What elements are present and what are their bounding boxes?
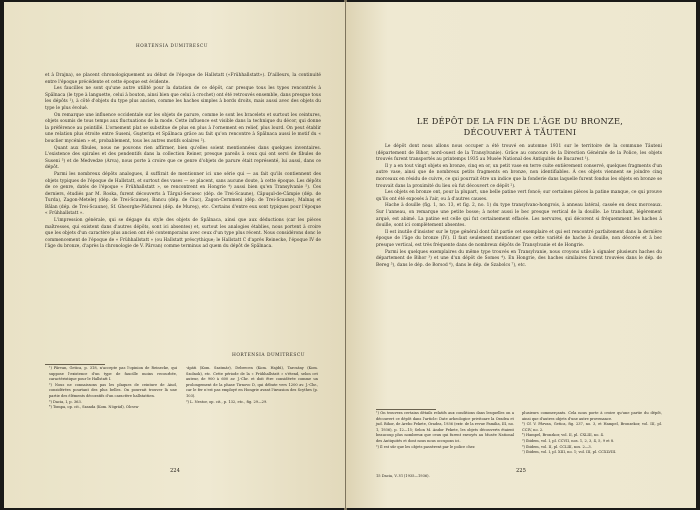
footnote-rule [45, 364, 105, 365]
author-signature: HORTENSIA DUMITRESCU [232, 353, 305, 358]
left-footnotes-col1 [49, 366, 177, 411]
title-line-2: DÉCOUVERT À TĂUTENI [463, 127, 577, 137]
footnote: ⁵) Ibidem, vol. I, pl. CCVII, nos. 1, 2, 3, 4, 5, 9 et 8. [522, 438, 615, 443]
left-footnotes-col2 [186, 366, 318, 405]
footnote: ¹) Pârvan, Getica, p. 318, n'accepte pas l'opinion de Reinecke, qui suppose l'existence d'un type de faucille moins recourbée, caractéristique pour le Hallstatt I. [49, 366, 177, 382]
footnote: ⁵) L. Nestor, op. cit., p. 132, etc., fig. 29—29. [186, 399, 268, 404]
footnote: ⁶) Ibidem, vol. II, pl. CCLIII, nos. 2—3. [522, 444, 592, 449]
footnote: ⁷) Ibidem, vol. I, pl. XIII, no. 1; vol. III, pl. CCXLVIII. [522, 450, 617, 455]
page-number: 225 [516, 468, 526, 474]
left-body-text [45, 73, 321, 251]
title-line-1: LE DÉPÔT DE LA FIN DE L'ÂGE DU BRONZE, [416, 116, 624, 126]
footnote-rule [376, 409, 436, 410]
paragraph: Il est inutile d'insister sur le type général dont fait partie cet exemplaire et qui est rencontré parfaitement dans la dernière époque de l'âge du bronze (IV). Il faut seulement mentionner que cette variété de hache à douille, non décorée et à bec presque vertical, est très fréquente dans de nombreux dépôts de Transylvanie et de Hongrie. [376, 229, 662, 248]
paragraph: L'impression générale, qui se dégage du style des objets de Spălnaca, ainsi que aux déductions (car les pièces maîtresses, qui existent dans d'autres dépôts, sont ici absentes) et, surtout les analogies établies, nous portent à croire que les objets d'un caractère plus ancien ont été contemporains avec ceux d'un type plus récent. Nous considérons donc le commencement de l'époque de « Frühhallstatt » (ou Hallstatt préscythique; le Hallstatt C d'après Reinecke, l'époque IV de l'âge du bronze, d'après la chronologie de V. Pârvan) comme terminus ad quem du dépôt de Spălnaca. [45, 218, 321, 250]
left-page [4, 2, 345, 508]
footnote: ²) Nous ne connaissons pas les plaques de ceinture de Aiud, considérées pourtant des plus belles. On pourrait trouver là une partie des éléments décoratifs d'un caractère hallstattien. [49, 382, 177, 398]
footnote: ⁴) Hampel, Bronzkor, vol. II, pl. CXLIII, no. 4. [522, 433, 605, 438]
right-footnotes-col1 [376, 411, 514, 450]
paragraph: Quant aux fibules, nous ne pouvons rien affirmer, bien qu'elles soient mentionnées dans quelques inventaires. L'existence des spirales et des pendentifs dans la collection Reiner, presque pareils à ceux qui ont servi de fibules de Suseni ³) et de Medvedze (Arva), nous porte à croire que ce genre d'objets de parure était représenté, lui aussi, dans ce dépôt. [45, 145, 321, 171]
footnote: ²) Il est sûr que les objets passèrent par le police chez [376, 444, 475, 449]
footnote: ³) Cf. V. Pârvan, Getica, fig. 237, no. 3, et Hampel, Bronzekor, vol. III, pl. CCIV, no. 2. [522, 422, 662, 432]
running-head: HORTENSIA DUMITRESCU [136, 43, 208, 48]
paragraph: Les objets en bronze ont, pour la plupart, une belle patine vert foncé; sur certaines pièces la patine manque, ce qui prouve qu'ils ont été exposés à l'air, ou à d'autres causes. [376, 190, 662, 202]
footnote: ³) Dacia, I, p. 363. [49, 399, 82, 404]
paragraph: Parmi les quelques exemplaires du même type trouvés en Transylvanie, nous croyons utile à signaler plusieurs haches du département de Bihor ³) et une d'un dépôt de Somes ⁴). En Hongrie, des haches similaires furent trouvées dans le dép. de Bereg ⁵), dans le dép. de Borsod ⁶), dans le dép. de Szabolcs ⁷), etc. [376, 249, 662, 268]
paragraph: Les faucilles ne sont qu'une autre utilité pour la datation de ce dépôt, car presque tous les types rencontrés à Spălnaca (le type à languette, celui à bouton, ainsi bien que celui à crochet) ont été retrouvés ensemble, dans presque tous les dépôts ¹), à côté d'objets du type plus ancien, comme les haches simples à bords droits, mais aussi avec des objets du type le plus évolué. [45, 86, 321, 111]
right-footnotes-col2 [522, 411, 662, 456]
paragraph: Il y a en tout vingt objets en bronze, cinq en or, un petit vase en terre cuite entièrement conservé, quelques fragments d'un autre vase, ainsi que de nombreux petits fragments en bronze, non identifiables. À ces objets viennent se joindre cinq morceaux en résidu de cuivre, ce qui pourrait être un indice que la fonderie dans laquelle furent fondus les objets en bronze se trouvait dans la proximité du lieu où fut découvert ce dépôt ²). [376, 163, 662, 189]
footnote: plusieurs commerçants. Cela nous porte à croire qu'une partie du dépôt, ainsi que d'autres objets d'une autre provenance. [522, 411, 662, 421]
paragraph: Hache à douille (fig. 1, no. 13, et fig. 2, no. 1) du type transylvano-hongrois, à anneau latéral, cassée en deux morceaux. Sur l'anneau, on remarque une petite bosse; à noter aussi le bec presque vertical de la douille. Le tranchant, légèrement arqué, est abimé. La patine est celle qui fut certainement effacée. Les nervures, qui décorent si fréquemment les haches à douille, sont ici complètement absentes. [376, 203, 662, 229]
paragraph: Le dépôt dont nous allons nous occuper a été trouvé en automne 1931 sur le territoire de la commune Tăuteni (département de Bihor, nord-ouest de la Transylvanie). Grâce au concours de la Direction Générale de la Police, les objets trouvés furent transportés au printemps 1935 au Musée National des Antiquités de Bucarest ¹). [376, 144, 662, 163]
right-body-text [376, 144, 662, 269]
right-page [346, 2, 696, 508]
footnote: -ápáti (Kom. Szatmár), Debrecen (Kom. Hajdú), Tarcsány (Kom. Szolnok), etc. Cette période de la « Frühhallstatt » s'étend, selon cet auteur, de 900 à 600 av. J.-Chr. et doit être considérée comme un prolongement de la phase Tirnovo D, qui débute vers 1200 av. J.-Chr., car le fer n'est pas employé en Hongrie avant l'invasion des Scythes (p. 103). [186, 366, 318, 398]
paragraph: On remarque une influence occidentale sur les objets de parure, comme le sont les bracelets et surtout les ceintures, objets soumis de tous temps aux fluctuations de la mode. Cette influence est visible dans la technique du décor, qui donne la préférence au pointillé. L'ornement plat se substitue de plus en plus à l'ornement en relief, plus lourd. On peut établir une relation plus étroite entre Suseni, Guşteriţa et Spălnaca grâce au fait qu'on rencontre à Spălnaca aussi le motif du « bouclier mycénien » et, probablement, tous les autres motifs solaires ²). [45, 112, 321, 144]
paragraph: et à Drajna), se placent chronologiquement au début de l'époque de Hallstatt («Frühhallstatt»). D'ailleurs, la continuité entre l'époque précédente et cette époque est évidente. [45, 73, 321, 85]
footnote: ⁴) Tompa, op. cit., Szanda (Kom. Nógrád), Olcsva- [49, 405, 140, 410]
article-title [370, 116, 670, 138]
sheet-signature: 15 Dacia, V–VI (1935—1936). [376, 474, 430, 478]
footnote: ¹) On trouvera certains détails relatifs aux conditions dans lesquelles on a découvert ce dépôt dans l'article: Date arheologice privitoare la Oradea et jud. Bihor, de Arebo Fekete, Oradea, 1936 (extr. de la revue Familia, III, no. 1, 1936), p. 12—15; Selon M. Andor Fekete, les objets découverts étaient beaucoup plus nombreux que ceux qui furent envoyés au Musée National des Antiquités et dont nous nous occupons ici. [376, 411, 514, 443]
paragraph: Parmi les nombreux dépôts analogues, il suffirait de mentionner ici une série qui — au fait qu'ils contiennent des objets typiques de l'époque de Hallstatt, et surtout des vases — se placent, sans aucune doute, à cette époque. Les dépôts de ce genre, datés de l'époque « Frühhallstatt », se rencontrent en Hongrie ⁴) aussi bien qu'en Transylvanie ⁵). Ces derniers, étudiés par M. Roska, furent découverts à Tărgul-Secuesc (dép. de Trei-Scaune), Căpuşul-de-Câmpie (dép. de Turda), Zagon-Meteleţ (dép. de Trei-Scaune), Bancu (dép. de Ciuc), Zagon-Cernmeni (dép. de Trei-Scaune), Malnaş et Bălan (dép. de Trei-Scaune), Sf. Gheorghe-Pădureni (dép. de Mureş), etc. Certains d'entre eux sont typiques pour l'époque « Frühhallstatt ». [45, 171, 321, 217]
page-number: 224 [170, 468, 180, 474]
